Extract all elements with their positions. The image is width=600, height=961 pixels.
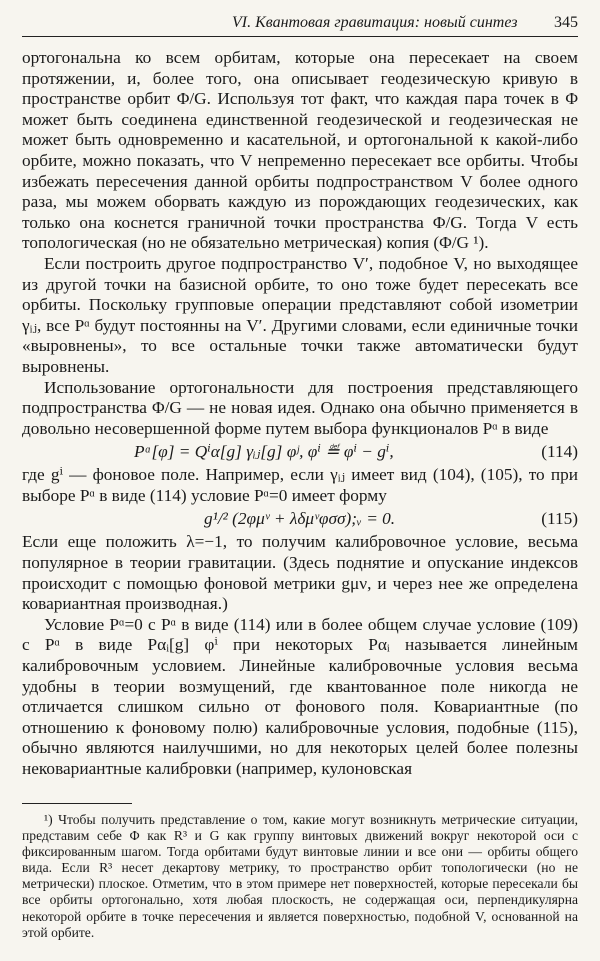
equation-115-formula: g¹/² (2φμᵛ + λδμᵛφσσ);ᵥ = 0. [204, 509, 396, 529]
equation-114-number: (114) [541, 442, 578, 462]
paragraph-after-114: где gⁱ — фоновое поле. Например, если γᵢⱼ имеет вид (104), (105), то при выборе Pᵅ в виде (114) условие Pᵅ=0 имеет форму [22, 465, 578, 505]
footnote [22, 812, 578, 941]
footnote-divider [22, 803, 132, 804]
running-header [22, 10, 578, 37]
paragraph-4: Если еще положить λ=−1, то получим калибровочное условие, весьма популярное в теории гравитации. (Здесь поднятие и опускание индексов происходит с помощью фоновой метрики gμν, и через нее же определена ковариантная производная.) [22, 532, 578, 614]
equation-114 [22, 440, 578, 464]
paragraph-1: ортогональна ко всем орбитам, которые она пересекает на своем протяжении, и, более того, она описывает геодезическую кривую в пространстве орбит Φ/G. Используя тот факт, что каждая пара точек в Φ может быть соединена единственной геодезической и геодезическая не может быть одновременно и касательной, и ортогональной к какой-либо орбите, можно показать, что V непременно пересекает все орбиты. Чтобы избежать пересечения данной орбиты подпространством V более одного раза, мы можем оборвать каждую из порождающих геодезических, как только она коснется граничной точки пространства Φ/G. Тогда V есть топологическая (но не обязательно метрическая) копия (Φ/G ¹). [22, 48, 578, 253]
main-text [22, 48, 578, 780]
chapter-title: VI. Квантовая гравитация: новый синтез [232, 14, 518, 31]
paragraph-3: Использование ортогональности для построения представляющего подпространства Φ/G — не новая идея. Однако она обычно применяется в довольно несовершенной форме путем выбора функционалов Pᵅ в виде [22, 377, 578, 438]
equation-114-formula: Pᵅ[φ] = Qⁱα[g] γᵢⱼ[g] φʲ, φⁱ ≝ φⁱ − gⁱ, [134, 442, 394, 462]
footnote-text: ¹) Чтобы получить представление о том, какие могут возникнуть метрические ситуации, представим себе Φ как R³ и G как группу винтовых движений вокруг некоторой оси с фиксированным шагом. Тогда орбитами будут винтовые линии и все они — орбиты общего вида. Если R³ несет декартову метрику, то пространство орбит топологически (но не метрически) плоское. Отметим, что в этом примере нет поверхностей, которые пересекали бы все орбиты ортогонально, хотя любая плоскость, не содержащая оси, перпендикулярна некоторой орбите в точке пересечения и является поверхностью, подобной V, основанной на этой орбите. [22, 812, 578, 940]
equation-115-number: (115) [541, 509, 578, 529]
paragraph-2: Если построить другое подпространство V′, подобное V, но выходящее из другой точки на базисной орбите, то оно тоже будет пересекать все орбиты. Поскольку групповые операции представляют собой изометрии γᵢⱼ, все Pᵅ будут постоянны на V′. Другими словами, если единичные точки «выровнены», то все остальные точки также автоматически будут выровнены. [22, 253, 578, 376]
page-number: 345 [554, 14, 578, 31]
equation-115 [22, 507, 578, 531]
paragraph-5: Условие Pᵅ=0 с Pᵅ в виде (114) или в более общем случае условие (109) с Pᵅ в виде Pαᵢ[g] φⁱ при некоторых Pαᵢ называется линейным калибровочным условием. Линейные калибровочные условия весьма удобны в теории возмущений, где квантованное поле никогда не отличается слишком сильно от фонового поля. Ковариантные (по отношению к фоновому полю) калибровочные условия, подобные (115), обычно являются наилучшими, но для некоторых целей более полезны нековариантные калибровки (например, кулоновская [22, 614, 578, 778]
